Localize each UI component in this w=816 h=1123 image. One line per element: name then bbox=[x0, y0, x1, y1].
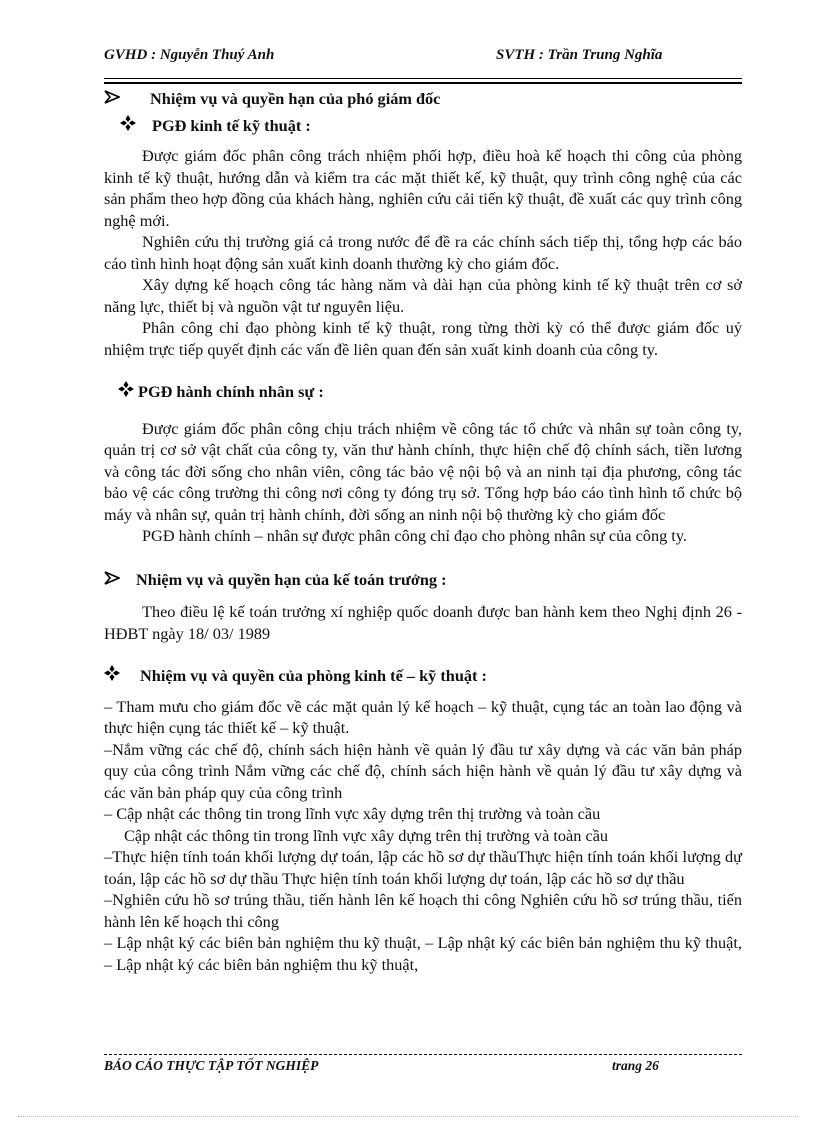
list-item: –Thực hiện tính toán khối lượng dự toán, lập các hồ sơ dự thầuThực hiện tính toán khối lượng dự toán, lập các hồ sơ dự thầu Thực hiện tính toán khối lượng dự toán, lập các hồ sơ dự thầu bbox=[104, 847, 742, 888]
paragraph: Xây dựng kế hoạch công tác hàng năm và dài hạn của phòng kinh tế kỹ thuật trên cơ sở năng lực, thiết bị và nguồn vật tư nguyên liệu. bbox=[104, 275, 742, 316]
list-item: – Tham mưu cho giám đốc về các mặt quản lý kế hoạch – kỹ thuật, cụng tác an toàn lao động và thực hiện cụng tác thiết kế – kỹ thuật. bbox=[104, 696, 742, 737]
footer-title: BÁO CÁO THỰC TẬP TỐT NGHIỆP bbox=[104, 1058, 319, 1073]
paragraph: Được giám đốc phân công trách nhiệm phối hợp, điều hoà kế hoạch thi công của phòng kinh tế kỹ thuật, hướng dẫn và kiểm tra các mặt thiết kế, kỹ thuật, quy trình công nghệ của các sản phẩm theo hợp đồng của khách hàng, nghiên cứu cải tiến kỹ thuật, đề xuất các quy trình công nghệ mới. bbox=[104, 146, 742, 230]
heading-text: Nhiệm vụ và quyền hạn của kế toán trưởng : bbox=[136, 569, 447, 589]
page-header bbox=[104, 47, 742, 71]
subsection-heading bbox=[118, 381, 742, 403]
list-item: – Lập nhật ký các biên bản nghiệm thu kỹ thuật, – Lập nhật ký các biên bản nghiệm thu kỹ thuật, – Lập nhật ký các biên bản nghiệm thu kỹ thuật, bbox=[104, 933, 742, 974]
section-heading bbox=[104, 665, 742, 687]
header-student: SVTH : Trần Trung Nghĩa bbox=[496, 47, 663, 63]
heading-text: Nhiệm vụ và quyền của phòng kinh tế – kỹ thuật : bbox=[140, 666, 487, 685]
four-diamond-bullet-icon bbox=[118, 381, 138, 403]
section-heading bbox=[104, 569, 742, 591]
header-advisor: GVHD : Nguyễn Thuý Anh bbox=[104, 47, 275, 63]
footer-rule bbox=[104, 1054, 742, 1055]
list-item: Cập nhật các thông tin trong lĩnh vực xây dựng trên thị trường và toàn cầu bbox=[124, 825, 609, 845]
arrowhead-bullet-icon bbox=[104, 569, 124, 591]
page-footer bbox=[104, 1058, 742, 1080]
list-item: – Cập nhật các thông tin trong lĩnh vực xây dựng trên thị trường và toàn cầu bbox=[104, 804, 601, 823]
paragraph: Nghiên cứu thị trường giá cả trong nước để đề ra các chính sách tiếp thị, tổng hợp các báo cáo tình hình hoạt động sản xuất kinh doanh thường kỳ cho giám đốc. bbox=[104, 232, 742, 273]
header-rule-thin bbox=[104, 78, 742, 79]
heading-text: PGĐ hành chính nhân sự : bbox=[138, 382, 324, 401]
subsection-heading bbox=[120, 115, 742, 137]
four-diamond-bullet-icon bbox=[104, 665, 124, 687]
header-rule-thick bbox=[104, 82, 742, 84]
four-diamond-bullet-icon bbox=[120, 115, 140, 137]
page-edge-dotted-line bbox=[18, 1116, 798, 1117]
list-item: –Nghiên cứu hồ sơ trúng thầu, tiến hành lên kế hoạch thi công Nghiên cứu hồ sơ trúng thầu, tiến hành lên kế hoạch thi công bbox=[104, 890, 742, 931]
paragraph: Được giám đốc phân công chịu trách nhiệm về công tác tổ chức và nhân sự toàn công ty, quản trị cơ sở vật chất của công ty, văn thư hành chính, thực hiện chế độ chính sách, tiền lương và công tác đời sống cho nhân viên, công tác bảo vệ nội bộ và an ninh tại địa phương, công tác bảo vệ các công trường thi công nơi công ty đóng trụ sở. Tổng hợp báo cáo tình hình tổ chức bộ máy và nhân sự, quản trị hành chính, đời sống an ninh nội bộ thường kỳ cho giám đốc bbox=[104, 418, 742, 524]
section-heading bbox=[104, 88, 742, 110]
paragraph: Phân công chỉ đạo phòng kinh tế kỹ thuật, rong từng thời kỳ có thể được giám đốc uỷ nhiệm trực tiếp quyết định các vấn đề liên quan đến sản xuất kinh doanh của công ty. bbox=[104, 318, 742, 359]
list-item: –Nắm vững các chế độ, chính sách hiện hành về quản lý đầu tư xây dựng và các văn bản pháp quy của công trình Nắm vững các chế độ, chính sách hiện hành về quản lý đầu tư xây dựng và các văn bản pháp quy của công trình bbox=[104, 739, 742, 802]
heading-text: PGĐ kinh tế kỹ thuật : bbox=[152, 115, 311, 135]
paragraph: PGĐ hành chính – nhân sự được phân công chỉ đạo cho phòng nhân sự của công ty. bbox=[142, 526, 687, 545]
arrowhead-bullet-icon bbox=[104, 88, 124, 110]
page-number: trang 26 bbox=[612, 1058, 659, 1073]
page-body bbox=[104, 86, 742, 975]
paragraph: Theo điều lệ kế toán trưởng xí nghiệp quốc doanh được ban hành kem theo Nghị định 26 - HĐBT ngày 18/ 03/ 1989 bbox=[104, 602, 742, 643]
heading-text: Nhiệm vụ và quyền hạn của phó giám đốc bbox=[150, 89, 441, 108]
